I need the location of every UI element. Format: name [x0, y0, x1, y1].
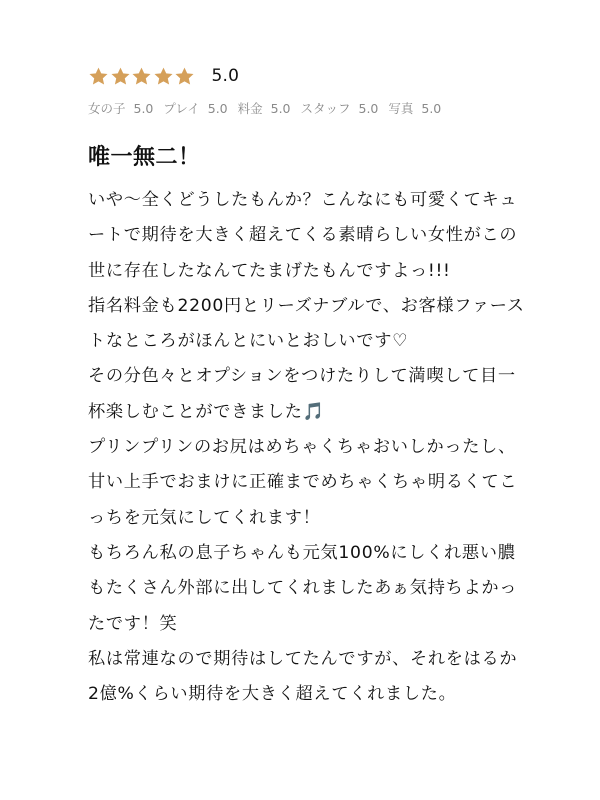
star-icon	[110, 66, 131, 87]
rating-row	[88, 62, 528, 90]
breakdown-label-staff: スタッフ	[300, 101, 351, 116]
review-title: 唯一無二！	[88, 145, 201, 170]
rating-breakdown	[88, 98, 528, 120]
breakdown-value-price: 5.0	[270, 101, 291, 116]
star-icon	[131, 66, 152, 87]
star-icon	[88, 66, 109, 87]
breakdown-label-photo: 写真	[388, 101, 414, 116]
breakdown-label-play: プレイ	[163, 101, 200, 116]
star-icon	[153, 66, 174, 87]
breakdown-label-price: 料金	[237, 101, 263, 116]
review-body: いや〜全くどうしたもんか？こんなにも可愛くてキュートで期待を大きく超えてくる素晴らしい女性がこの世に存在したなんてたまげたもんですよっ!!! 指名料金も2200円とリーズナブルで、お客様ファーストなところがほんとにいとおしいです♡ その分色々とオプションをつけたりして満喫して目一杯楽しむことができました🎵 プリンプリンのお尻はめちゃくちゃおいしかったし、甘い上手でおまけに正確までめちゃくちゃ明るくてこっちを元気にしてくれます！ もちろん私の息子ちゃんも元気100%にしくれ悪い膿もたくさん外部に出してくれましたあぁ気持ちよかったです！笑 私は常連なので期待はしてたんですが、それをはるか2億%くらい期待を大きく超えてくれました。	[88, 190, 525, 705]
breakdown-label-girl: 女の子	[88, 101, 126, 116]
breakdown-value-staff: 5.0	[358, 101, 379, 116]
review-card	[88, 62, 528, 712]
star-rating	[88, 66, 196, 87]
breakdown-value-girl: 5.0	[133, 101, 154, 116]
star-icon	[174, 66, 195, 87]
breakdown-value-play: 5.0	[207, 101, 228, 116]
breakdown-value-photo: 5.0	[421, 101, 442, 116]
rating-score: 5.0	[211, 66, 240, 86]
